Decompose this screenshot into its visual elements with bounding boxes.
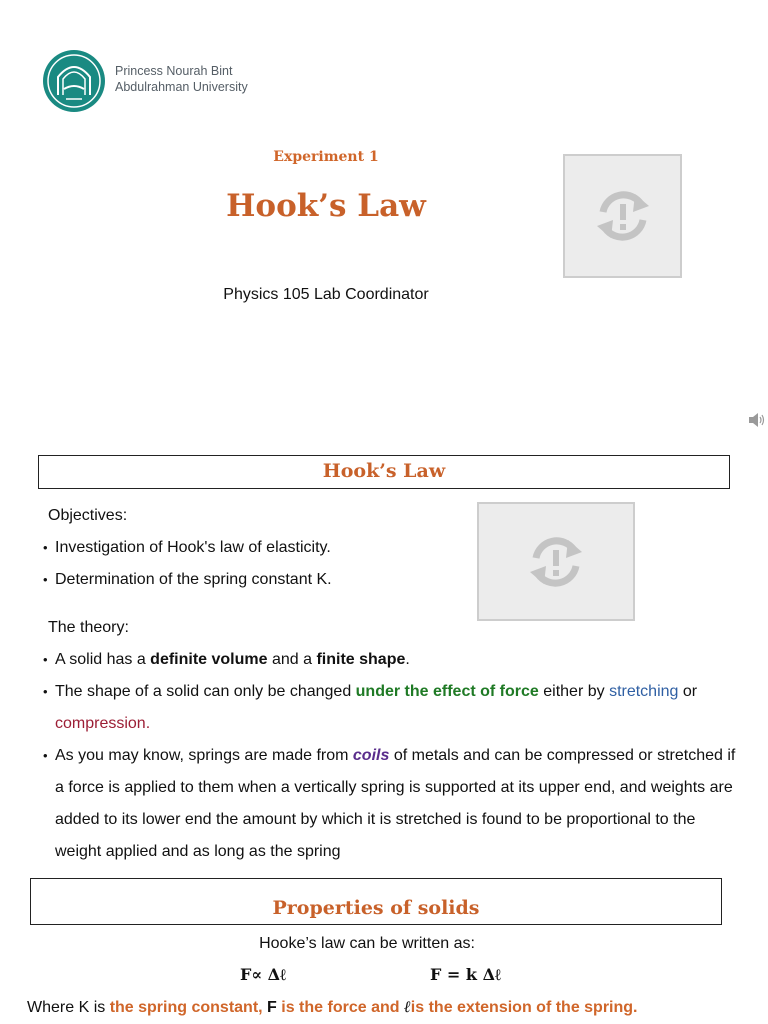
university-logo [42,49,106,113]
subtitle: Physics 105 Lab Coordinator [223,286,429,303]
theory-item: • The shape of a solid can only be changed under the effect of force either by stretching or compression. [40,676,740,740]
theory-label: The theory: [48,619,129,636]
section-header-hooks-law: Hook’s Law [38,455,730,489]
slide-content [40,500,740,866]
university-name: Princess Nourah Bint Abdulrahman University [115,64,248,94]
formula-proportional: F∝ Δℓ [240,965,287,984]
section-header-properties: Properties of solids [30,878,722,925]
experiment-label: Experiment 1 [273,149,379,165]
formula-intro: Hooke’s law can be written as: [259,935,475,952]
image-placeholder [563,154,682,278]
speaker-icon[interactable] [748,412,766,428]
reload-placeholder-icon [593,186,653,246]
objective-item: • Determination of the spring constant K. [40,564,740,596]
formula-hookes-law: F = k Δℓ [430,965,501,984]
objective-item: • Investigation of Hook's law of elasticity. [40,532,740,564]
formula-explanation: Where K is the spring constant, F is the force and ℓis the extension of the spring. [27,997,638,1016]
theory-item: • A solid has a definite volume and a finite shape. [40,644,740,676]
page-title: Hook’s Law [226,188,426,224]
theory-item: • As you may know, springs are made from coils of metals and can be compressed or stretched if a force is applied to them when a vertically spring is supported at its upper end, and weights are added to its lower end the amount by which it is stretched is found to be proportional to the weight applied and as long as the spring [40,740,740,866]
objectives-label: Objectives: [48,507,128,524]
